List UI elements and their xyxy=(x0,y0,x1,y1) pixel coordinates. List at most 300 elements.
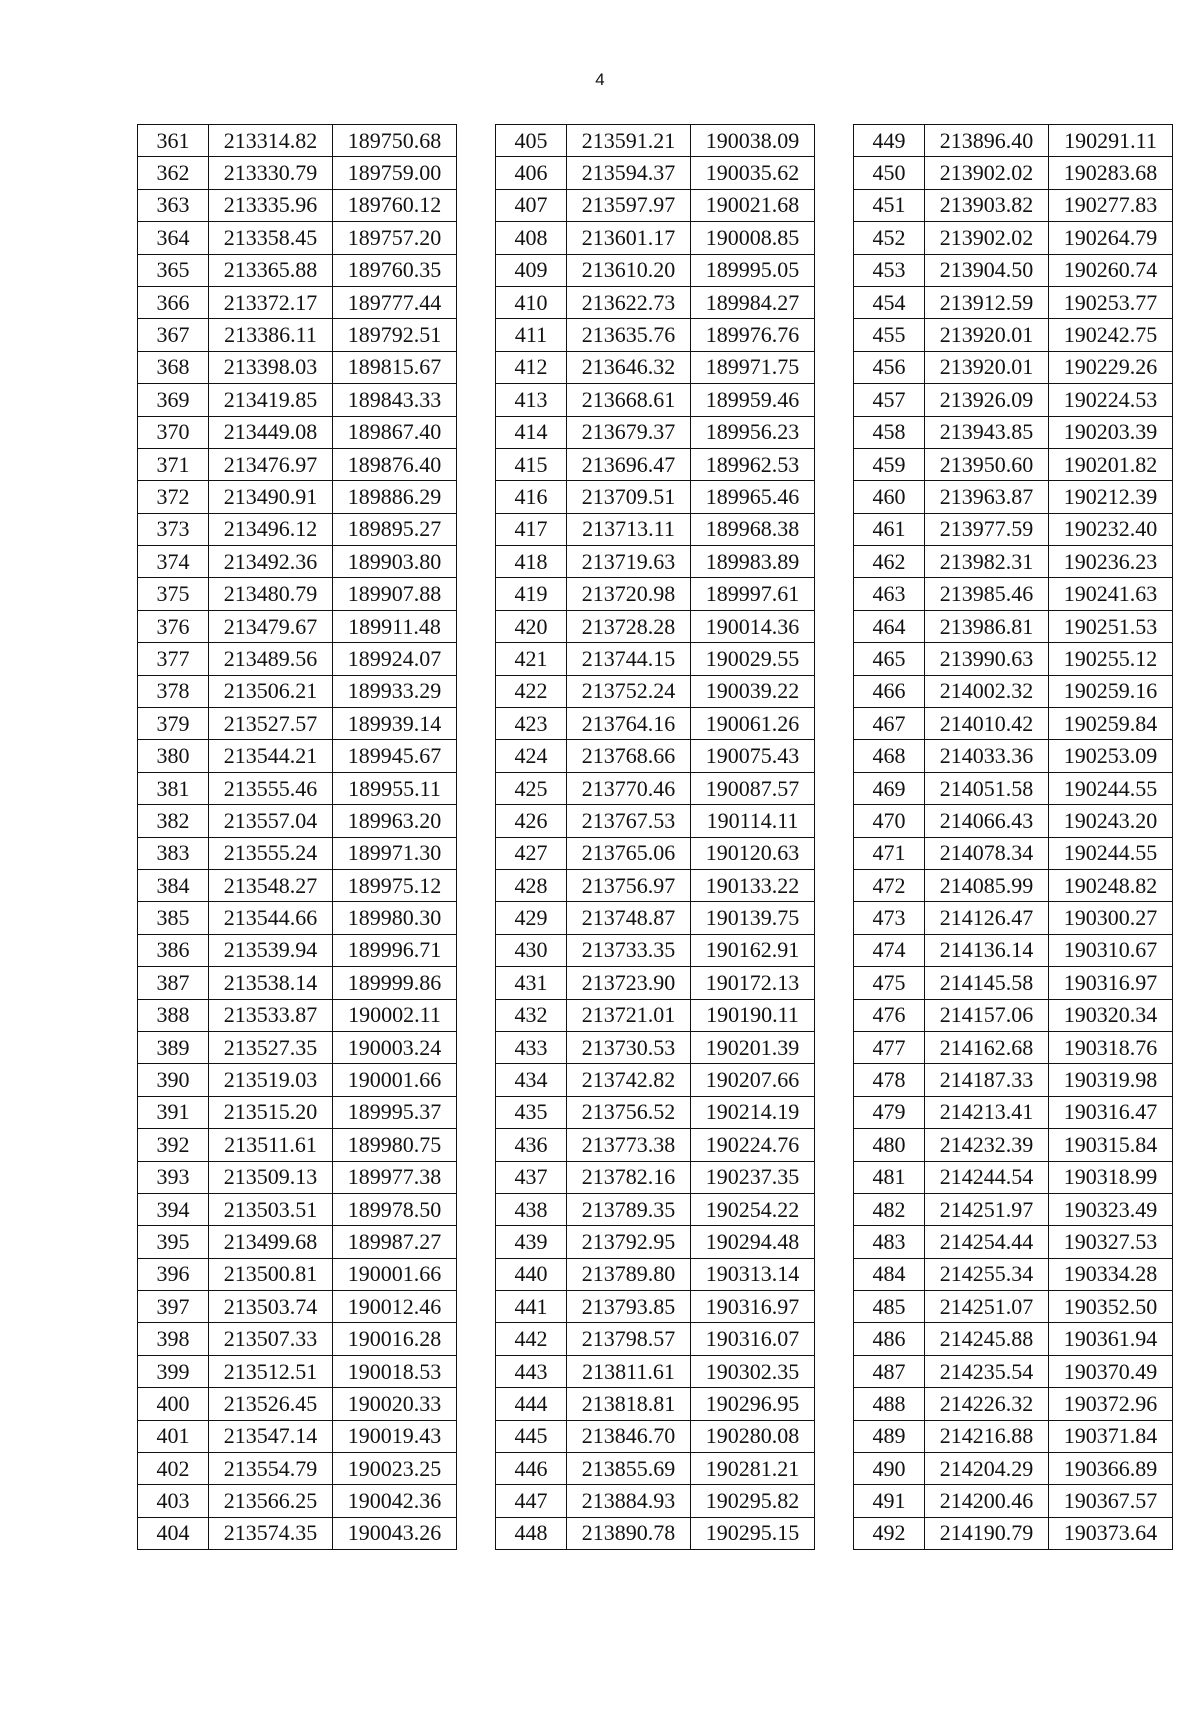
point-number-cell: 401 xyxy=(138,1420,209,1452)
y-coordinate-cell: 190232.40 xyxy=(1049,513,1173,545)
point-number-cell: 403 xyxy=(138,1485,209,1517)
x-coordinate-cell: 213742.82 xyxy=(567,1064,691,1096)
table-row xyxy=(138,1226,457,1258)
x-coordinate-cell: 213720.98 xyxy=(567,578,691,610)
table-row xyxy=(854,513,1173,545)
table-row xyxy=(138,286,457,318)
y-coordinate-cell: 190016.28 xyxy=(333,1323,457,1355)
point-number-cell: 392 xyxy=(138,1129,209,1161)
point-number-cell: 454 xyxy=(854,286,925,318)
table-row xyxy=(854,351,1173,383)
x-coordinate-cell: 214251.07 xyxy=(925,1291,1049,1323)
point-number-cell: 433 xyxy=(496,1031,567,1063)
x-coordinate-cell: 213728.28 xyxy=(567,610,691,642)
x-coordinate-cell: 213492.36 xyxy=(209,546,333,578)
x-coordinate-cell: 213950.60 xyxy=(925,448,1049,480)
table-row xyxy=(496,1453,815,1485)
y-coordinate-cell: 190253.77 xyxy=(1049,286,1173,318)
x-coordinate-cell: 213476.97 xyxy=(209,448,333,480)
point-number-cell: 391 xyxy=(138,1096,209,1128)
point-number-cell: 386 xyxy=(138,934,209,966)
point-number-cell: 378 xyxy=(138,675,209,707)
point-number-cell: 418 xyxy=(496,546,567,578)
table-row xyxy=(496,805,815,837)
x-coordinate-cell: 214226.32 xyxy=(925,1388,1049,1420)
y-coordinate-cell: 190244.55 xyxy=(1049,772,1173,804)
point-number-cell: 377 xyxy=(138,643,209,675)
y-coordinate-cell: 190224.53 xyxy=(1049,384,1173,416)
x-coordinate-cell: 213527.35 xyxy=(209,1031,333,1063)
point-number-cell: 460 xyxy=(854,481,925,513)
table-row xyxy=(496,513,815,545)
y-coordinate-cell: 190043.26 xyxy=(333,1517,457,1549)
y-coordinate-cell: 190327.53 xyxy=(1049,1226,1173,1258)
point-number-cell: 439 xyxy=(496,1226,567,1258)
x-coordinate-cell: 214254.44 xyxy=(925,1226,1049,1258)
x-coordinate-cell: 213507.33 xyxy=(209,1323,333,1355)
y-coordinate-cell: 190334.28 xyxy=(1049,1258,1173,1290)
table-row xyxy=(138,319,457,351)
y-coordinate-cell: 190061.26 xyxy=(691,708,815,740)
table-row xyxy=(854,448,1173,480)
table-row xyxy=(138,513,457,545)
point-number-cell: 383 xyxy=(138,837,209,869)
point-number-cell: 430 xyxy=(496,934,567,966)
x-coordinate-cell: 213591.21 xyxy=(567,125,691,157)
y-coordinate-cell: 190313.14 xyxy=(691,1258,815,1290)
x-coordinate-cell: 213902.02 xyxy=(925,157,1049,189)
point-number-cell: 371 xyxy=(138,448,209,480)
table-row xyxy=(138,869,457,901)
x-coordinate-cell: 213547.14 xyxy=(209,1420,333,1452)
y-coordinate-cell: 190367.57 xyxy=(1049,1485,1173,1517)
y-coordinate-cell: 190001.66 xyxy=(333,1064,457,1096)
x-coordinate-cell: 213496.12 xyxy=(209,513,333,545)
x-coordinate-cell: 214204.29 xyxy=(925,1453,1049,1485)
x-coordinate-cell: 213503.74 xyxy=(209,1291,333,1323)
x-coordinate-cell: 214002.32 xyxy=(925,675,1049,707)
table-row xyxy=(496,254,815,286)
point-number-cell: 385 xyxy=(138,902,209,934)
point-number-cell: 486 xyxy=(854,1323,925,1355)
table-row xyxy=(496,286,815,318)
y-coordinate-cell: 190323.49 xyxy=(1049,1193,1173,1225)
x-coordinate-cell: 213574.35 xyxy=(209,1517,333,1549)
coordinate-table-2 xyxy=(495,124,815,1550)
point-number-cell: 467 xyxy=(854,708,925,740)
y-coordinate-cell: 189999.86 xyxy=(333,967,457,999)
y-coordinate-cell: 190248.82 xyxy=(1049,869,1173,901)
y-coordinate-cell: 190201.39 xyxy=(691,1031,815,1063)
point-number-cell: 482 xyxy=(854,1193,925,1225)
x-coordinate-cell: 213548.27 xyxy=(209,869,333,901)
table-row xyxy=(496,708,815,740)
table-row xyxy=(138,708,457,740)
point-number-cell: 404 xyxy=(138,1517,209,1549)
x-coordinate-cell: 214085.99 xyxy=(925,869,1049,901)
point-number-cell: 480 xyxy=(854,1129,925,1161)
y-coordinate-cell: 189983.89 xyxy=(691,546,815,578)
y-coordinate-cell: 189895.27 xyxy=(333,513,457,545)
x-coordinate-cell: 213744.15 xyxy=(567,643,691,675)
y-coordinate-cell: 189996.71 xyxy=(333,934,457,966)
y-coordinate-cell: 189760.12 xyxy=(333,189,457,221)
table-row xyxy=(138,254,457,286)
table-row xyxy=(854,837,1173,869)
y-coordinate-cell: 189750.68 xyxy=(333,125,457,157)
x-coordinate-cell: 213668.61 xyxy=(567,384,691,416)
point-number-cell: 400 xyxy=(138,1388,209,1420)
table-row xyxy=(138,578,457,610)
y-coordinate-cell: 190042.36 xyxy=(333,1485,457,1517)
y-coordinate-cell: 189757.20 xyxy=(333,222,457,254)
point-number-cell: 424 xyxy=(496,740,567,772)
point-number-cell: 367 xyxy=(138,319,209,351)
table-row xyxy=(496,416,815,448)
x-coordinate-cell: 213509.13 xyxy=(209,1161,333,1193)
x-coordinate-cell: 213782.16 xyxy=(567,1161,691,1193)
y-coordinate-cell: 190294.48 xyxy=(691,1226,815,1258)
x-coordinate-cell: 213544.66 xyxy=(209,902,333,934)
x-coordinate-cell: 213963.87 xyxy=(925,481,1049,513)
table-row xyxy=(496,837,815,869)
x-coordinate-cell: 213554.79 xyxy=(209,1453,333,1485)
y-coordinate-cell: 190114.11 xyxy=(691,805,815,837)
y-coordinate-cell: 190229.26 xyxy=(1049,351,1173,383)
y-coordinate-cell: 190018.53 xyxy=(333,1355,457,1387)
x-coordinate-cell: 214251.97 xyxy=(925,1193,1049,1225)
x-coordinate-cell: 213314.82 xyxy=(209,125,333,157)
point-number-cell: 449 xyxy=(854,125,925,157)
y-coordinate-cell: 190162.91 xyxy=(691,934,815,966)
x-coordinate-cell: 213335.96 xyxy=(209,189,333,221)
x-coordinate-cell: 213515.20 xyxy=(209,1096,333,1128)
x-coordinate-cell: 213798.57 xyxy=(567,1323,691,1355)
y-coordinate-cell: 189962.53 xyxy=(691,448,815,480)
point-number-cell: 366 xyxy=(138,286,209,318)
y-coordinate-cell: 190361.94 xyxy=(1049,1323,1173,1355)
x-coordinate-cell: 213646.32 xyxy=(567,351,691,383)
table-row xyxy=(854,286,1173,318)
x-coordinate-cell: 213986.81 xyxy=(925,610,1049,642)
point-number-cell: 407 xyxy=(496,189,567,221)
y-coordinate-cell: 190029.55 xyxy=(691,643,815,675)
table-row xyxy=(496,125,815,157)
y-coordinate-cell: 190310.67 xyxy=(1049,934,1173,966)
x-coordinate-cell: 213903.82 xyxy=(925,189,1049,221)
x-coordinate-cell: 214010.42 xyxy=(925,708,1049,740)
y-coordinate-cell: 190300.27 xyxy=(1049,902,1173,934)
x-coordinate-cell: 213539.94 xyxy=(209,934,333,966)
point-number-cell: 451 xyxy=(854,189,925,221)
table-row xyxy=(496,1388,815,1420)
table-row xyxy=(854,1453,1173,1485)
table-row xyxy=(138,1096,457,1128)
y-coordinate-cell: 189963.20 xyxy=(333,805,457,837)
x-coordinate-cell: 213557.04 xyxy=(209,805,333,837)
table-row xyxy=(854,416,1173,448)
y-coordinate-cell: 190035.62 xyxy=(691,157,815,189)
y-coordinate-cell: 190023.25 xyxy=(333,1453,457,1485)
table-row xyxy=(496,578,815,610)
x-coordinate-cell: 213756.97 xyxy=(567,869,691,901)
table-row xyxy=(854,902,1173,934)
point-number-cell: 394 xyxy=(138,1193,209,1225)
x-coordinate-cell: 213679.37 xyxy=(567,416,691,448)
y-coordinate-cell: 189907.88 xyxy=(333,578,457,610)
table-row xyxy=(138,610,457,642)
x-coordinate-cell: 213756.52 xyxy=(567,1096,691,1128)
point-number-cell: 397 xyxy=(138,1291,209,1323)
table-row xyxy=(854,1291,1173,1323)
point-number-cell: 369 xyxy=(138,384,209,416)
y-coordinate-cell: 190253.09 xyxy=(1049,740,1173,772)
table-row xyxy=(854,481,1173,513)
table-row xyxy=(854,1420,1173,1452)
x-coordinate-cell: 213386.11 xyxy=(209,319,333,351)
y-coordinate-cell: 190120.63 xyxy=(691,837,815,869)
x-coordinate-cell: 213730.53 xyxy=(567,1031,691,1063)
point-number-cell: 423 xyxy=(496,708,567,740)
table-row xyxy=(854,1193,1173,1225)
point-number-cell: 370 xyxy=(138,416,209,448)
y-coordinate-cell: 190316.47 xyxy=(1049,1096,1173,1128)
point-number-cell: 405 xyxy=(496,125,567,157)
x-coordinate-cell: 213789.80 xyxy=(567,1258,691,1290)
y-coordinate-cell: 189759.00 xyxy=(333,157,457,189)
x-coordinate-cell: 213358.45 xyxy=(209,222,333,254)
point-number-cell: 452 xyxy=(854,222,925,254)
table-row xyxy=(496,902,815,934)
x-coordinate-cell: 213512.51 xyxy=(209,1355,333,1387)
point-number-cell: 396 xyxy=(138,1258,209,1290)
table-row xyxy=(138,1485,457,1517)
table-row xyxy=(496,967,815,999)
y-coordinate-cell: 190039.22 xyxy=(691,675,815,707)
y-coordinate-cell: 190264.79 xyxy=(1049,222,1173,254)
x-coordinate-cell: 213449.08 xyxy=(209,416,333,448)
x-coordinate-cell: 214213.41 xyxy=(925,1096,1049,1128)
table-row xyxy=(138,967,457,999)
point-number-cell: 488 xyxy=(854,1388,925,1420)
point-number-cell: 483 xyxy=(854,1226,925,1258)
point-number-cell: 380 xyxy=(138,740,209,772)
point-number-cell: 469 xyxy=(854,772,925,804)
x-coordinate-cell: 213519.03 xyxy=(209,1064,333,1096)
table-row xyxy=(138,1161,457,1193)
table-row xyxy=(854,708,1173,740)
point-number-cell: 474 xyxy=(854,934,925,966)
x-coordinate-cell: 213811.61 xyxy=(567,1355,691,1387)
point-number-cell: 431 xyxy=(496,967,567,999)
point-number-cell: 450 xyxy=(854,157,925,189)
x-coordinate-cell: 213884.93 xyxy=(567,1485,691,1517)
table-row xyxy=(854,254,1173,286)
x-coordinate-cell: 213920.01 xyxy=(925,351,1049,383)
y-coordinate-cell: 190371.84 xyxy=(1049,1420,1173,1452)
table-row xyxy=(138,546,457,578)
y-coordinate-cell: 189995.37 xyxy=(333,1096,457,1128)
y-coordinate-cell: 190291.11 xyxy=(1049,125,1173,157)
x-coordinate-cell: 213733.35 xyxy=(567,934,691,966)
point-number-cell: 443 xyxy=(496,1355,567,1387)
x-coordinate-cell: 213912.59 xyxy=(925,286,1049,318)
table-row xyxy=(854,934,1173,966)
x-coordinate-cell: 213635.76 xyxy=(567,319,691,351)
table-row xyxy=(138,999,457,1031)
point-number-cell: 442 xyxy=(496,1323,567,1355)
point-number-cell: 461 xyxy=(854,513,925,545)
x-coordinate-cell: 213597.97 xyxy=(567,189,691,221)
table-row xyxy=(496,384,815,416)
table-row xyxy=(138,189,457,221)
x-coordinate-cell: 213985.46 xyxy=(925,578,1049,610)
point-number-cell: 459 xyxy=(854,448,925,480)
table-row xyxy=(138,1291,457,1323)
point-number-cell: 453 xyxy=(854,254,925,286)
x-coordinate-cell: 213818.81 xyxy=(567,1388,691,1420)
table-row xyxy=(854,546,1173,578)
table-row xyxy=(854,1096,1173,1128)
y-coordinate-cell: 190021.68 xyxy=(691,189,815,221)
x-coordinate-cell: 213896.40 xyxy=(925,125,1049,157)
x-coordinate-cell: 213601.17 xyxy=(567,222,691,254)
table-row xyxy=(496,448,815,480)
y-coordinate-cell: 189959.46 xyxy=(691,384,815,416)
table-row xyxy=(854,999,1173,1031)
table-row xyxy=(854,643,1173,675)
y-coordinate-cell: 190139.75 xyxy=(691,902,815,934)
x-coordinate-cell: 213372.17 xyxy=(209,286,333,318)
point-number-cell: 437 xyxy=(496,1161,567,1193)
table-row xyxy=(138,1453,457,1485)
x-coordinate-cell: 213902.02 xyxy=(925,222,1049,254)
point-number-cell: 470 xyxy=(854,805,925,837)
y-coordinate-cell: 189980.75 xyxy=(333,1129,457,1161)
x-coordinate-cell: 213499.68 xyxy=(209,1226,333,1258)
table-row xyxy=(138,772,457,804)
x-coordinate-cell: 213789.35 xyxy=(567,1193,691,1225)
x-coordinate-cell: 213793.85 xyxy=(567,1291,691,1323)
point-number-cell: 393 xyxy=(138,1161,209,1193)
point-number-cell: 387 xyxy=(138,967,209,999)
y-coordinate-cell: 190241.63 xyxy=(1049,578,1173,610)
table-row xyxy=(138,1193,457,1225)
y-coordinate-cell: 190203.39 xyxy=(1049,416,1173,448)
point-number-cell: 375 xyxy=(138,578,209,610)
y-coordinate-cell: 190318.99 xyxy=(1049,1161,1173,1193)
y-coordinate-cell: 190254.22 xyxy=(691,1193,815,1225)
x-coordinate-cell: 213792.95 xyxy=(567,1226,691,1258)
point-number-cell: 388 xyxy=(138,999,209,1031)
y-coordinate-cell: 190302.35 xyxy=(691,1355,815,1387)
table-row xyxy=(496,157,815,189)
y-coordinate-cell: 190012.46 xyxy=(333,1291,457,1323)
y-coordinate-cell: 189987.27 xyxy=(333,1226,457,1258)
y-coordinate-cell: 189977.38 xyxy=(333,1161,457,1193)
y-coordinate-cell: 189956.23 xyxy=(691,416,815,448)
y-coordinate-cell: 190366.89 xyxy=(1049,1453,1173,1485)
x-coordinate-cell: 213990.63 xyxy=(925,643,1049,675)
table-row xyxy=(138,805,457,837)
y-coordinate-cell: 190201.82 xyxy=(1049,448,1173,480)
y-coordinate-cell: 189976.76 xyxy=(691,319,815,351)
y-coordinate-cell: 190190.11 xyxy=(691,999,815,1031)
table-row xyxy=(138,1031,457,1063)
x-coordinate-cell: 213855.69 xyxy=(567,1453,691,1485)
y-coordinate-cell: 189955.11 xyxy=(333,772,457,804)
table-row xyxy=(854,1355,1173,1387)
x-coordinate-cell: 214066.43 xyxy=(925,805,1049,837)
y-coordinate-cell: 190236.23 xyxy=(1049,546,1173,578)
y-coordinate-cell: 190277.83 xyxy=(1049,189,1173,221)
table-row xyxy=(496,1096,815,1128)
x-coordinate-cell: 213719.63 xyxy=(567,546,691,578)
point-number-cell: 432 xyxy=(496,999,567,1031)
y-coordinate-cell: 189843.33 xyxy=(333,384,457,416)
point-number-cell: 429 xyxy=(496,902,567,934)
y-coordinate-cell: 189975.12 xyxy=(333,869,457,901)
point-number-cell: 466 xyxy=(854,675,925,707)
x-coordinate-cell: 213765.06 xyxy=(567,837,691,869)
table-row xyxy=(496,740,815,772)
x-coordinate-cell: 214157.06 xyxy=(925,999,1049,1031)
table-row xyxy=(496,610,815,642)
y-coordinate-cell: 190001.66 xyxy=(333,1258,457,1290)
y-coordinate-cell: 189760.35 xyxy=(333,254,457,286)
x-coordinate-cell: 214078.34 xyxy=(925,837,1049,869)
table-row xyxy=(138,1517,457,1549)
table-row xyxy=(496,869,815,901)
point-number-cell: 485 xyxy=(854,1291,925,1323)
y-coordinate-cell: 190296.95 xyxy=(691,1388,815,1420)
y-coordinate-cell: 189933.29 xyxy=(333,675,457,707)
table-row xyxy=(138,1258,457,1290)
point-number-cell: 414 xyxy=(496,416,567,448)
point-number-cell: 434 xyxy=(496,1064,567,1096)
x-coordinate-cell: 213764.16 xyxy=(567,708,691,740)
x-coordinate-cell: 213721.01 xyxy=(567,999,691,1031)
x-coordinate-cell: 213610.20 xyxy=(567,254,691,286)
x-coordinate-cell: 214216.88 xyxy=(925,1420,1049,1452)
point-number-cell: 444 xyxy=(496,1388,567,1420)
y-coordinate-cell: 190372.96 xyxy=(1049,1388,1173,1420)
x-coordinate-cell: 213555.24 xyxy=(209,837,333,869)
point-number-cell: 468 xyxy=(854,740,925,772)
table-row xyxy=(854,125,1173,157)
table-row xyxy=(138,1388,457,1420)
table-row xyxy=(496,999,815,1031)
point-number-cell: 399 xyxy=(138,1355,209,1387)
table-row xyxy=(496,1258,815,1290)
point-number-cell: 379 xyxy=(138,708,209,740)
y-coordinate-cell: 190038.09 xyxy=(691,125,815,157)
point-number-cell: 364 xyxy=(138,222,209,254)
table-row xyxy=(854,222,1173,254)
table-row xyxy=(854,1064,1173,1096)
point-number-cell: 475 xyxy=(854,967,925,999)
x-coordinate-cell: 214244.54 xyxy=(925,1161,1049,1193)
table-row xyxy=(496,351,815,383)
y-coordinate-cell: 189886.29 xyxy=(333,481,457,513)
y-coordinate-cell: 189971.30 xyxy=(333,837,457,869)
point-number-cell: 457 xyxy=(854,384,925,416)
table-row xyxy=(496,1193,815,1225)
table-row xyxy=(496,481,815,513)
x-coordinate-cell: 213526.45 xyxy=(209,1388,333,1420)
table-row xyxy=(496,1031,815,1063)
y-coordinate-cell: 190244.55 xyxy=(1049,837,1173,869)
